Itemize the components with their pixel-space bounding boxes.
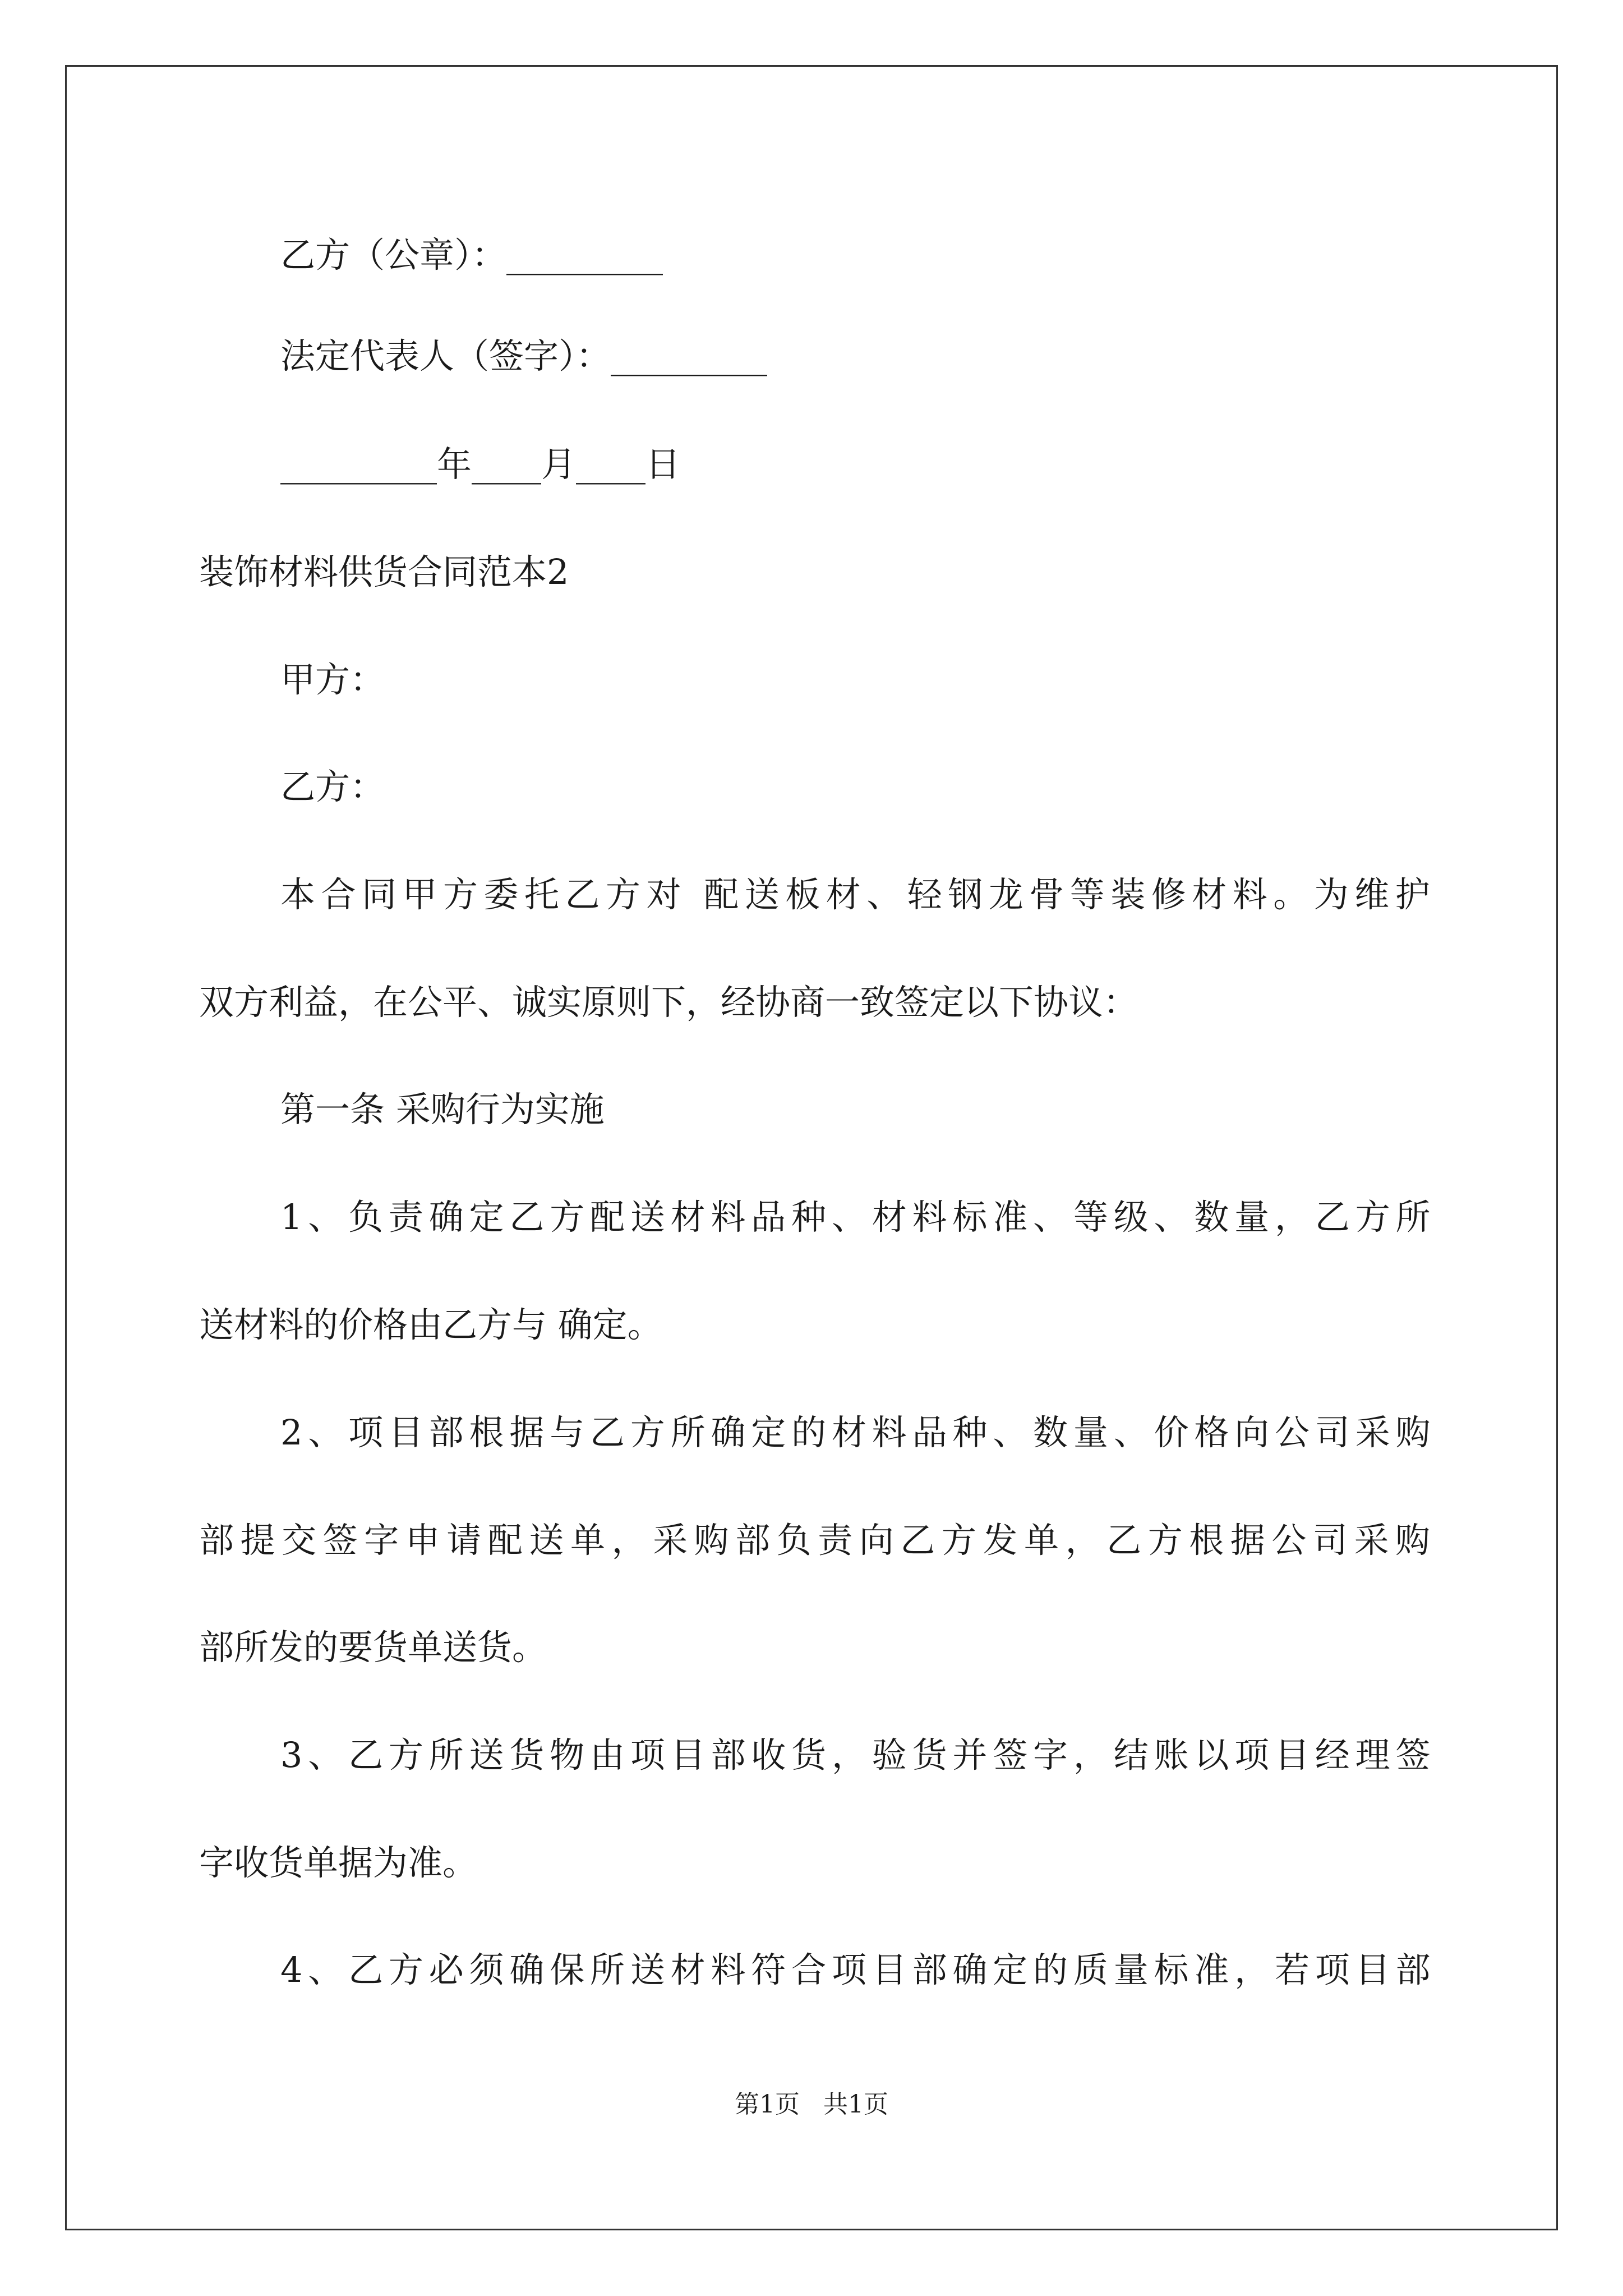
section-title: 装饰材料供货合同范本2 — [199, 551, 569, 592]
page-number-footer: 第1页 共1页 — [735, 2090, 888, 2119]
page-border — [65, 65, 1558, 2230]
clause-4-line-1: 4、乙方必须确保所送材料符合项目部确定的质量标准，若项目部 — [280, 1949, 1436, 1990]
party-b-seal-line: 乙方（公章）：_________ — [280, 234, 663, 275]
clause-3-line-1: 3、乙方所送货物由项目部收货，验货并签字，结账以项目经理签 — [280, 1734, 1436, 1775]
clause-1-line-2: 送材料的价格由乙方与 确定。 — [199, 1304, 662, 1345]
article-heading: 第一条 采购行为实施 — [280, 1089, 605, 1130]
clause-3-line-2: 字收货单据为准。 — [199, 1842, 478, 1883]
paragraph-intro-line-1: 本合同甲方委托乙方对 配送板材、轻钢龙骨等装修材料。为维护 — [280, 874, 1436, 915]
paragraph-intro-line-2: 双方利益，在公平、诚实原则下，经协商一致签定以下协议： — [199, 982, 1138, 1023]
party-a-label: 甲方： — [280, 659, 385, 700]
clause-2-line-2: 部提交签字申请配送单，采购部负责向乙方发单，乙方根据公司采购 — [199, 1520, 1437, 1561]
date-line: _________年____月____日 — [280, 444, 680, 485]
clause-2-line-1: 2、项目部根据与乙方所确定的材料品种、数量、价格向公司采购 — [280, 1412, 1436, 1453]
clause-2-line-3: 部所发的要货单送货。 — [199, 1627, 547, 1668]
party-b-label: 乙方： — [280, 766, 385, 807]
clause-1-line-1: 1、负责确定乙方配送材料品种、材料标准、等级、数量，乙方所 — [280, 1197, 1436, 1237]
legal-rep-signature-line: 法定代表人（签字）：_________ — [280, 335, 768, 376]
